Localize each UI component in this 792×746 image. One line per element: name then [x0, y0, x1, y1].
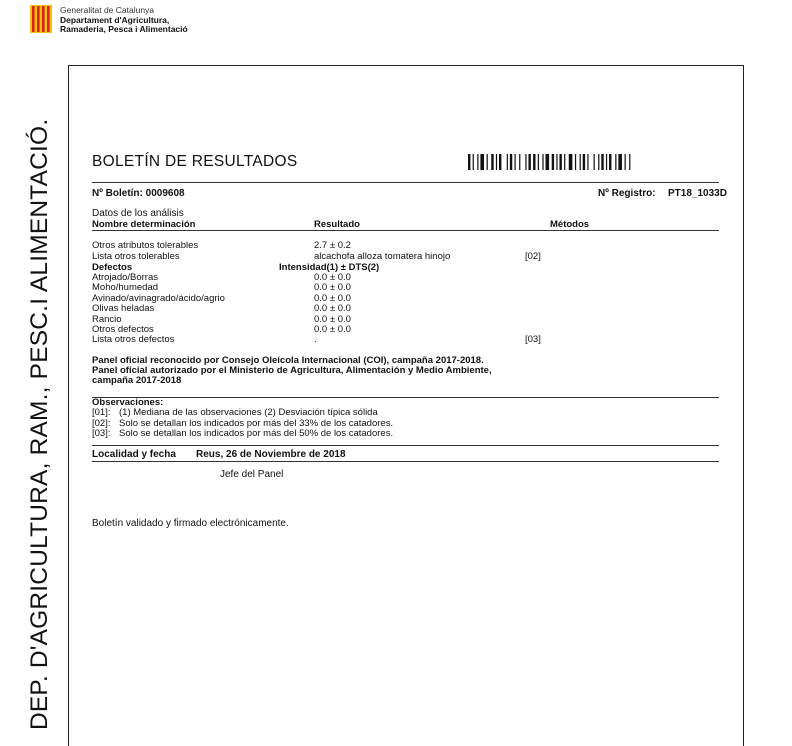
localidad-value: Reus, 26 de Noviembre de 2018 — [196, 449, 346, 460]
result-method-ref: [02] — [525, 251, 541, 262]
barcode-icon — [468, 154, 693, 170]
observaciones-label: Observaciones: — [92, 397, 164, 408]
result-value: alcachofa alloza tomatera hinojo — [314, 251, 451, 262]
header-text — [60, 6, 188, 35]
registro-label: Nº Registro: — [598, 188, 656, 199]
result-name: Otros atributos tolerables — [92, 240, 199, 251]
document-title: BOLETÍN DE RESULTADOS — [92, 153, 298, 170]
column-header-resultado: Resultado — [314, 219, 360, 230]
observacion-code: [01]: — [92, 407, 111, 418]
observacion-code: [02]: — [92, 417, 111, 429]
validado-text: Boletín validado y firmado electrónicamente. — [92, 518, 289, 529]
result-value: 2.7 ± 0.2 — [314, 240, 351, 251]
panel-line2: Panel oficial autorizado por el Ministerio de Agricultura, Alimentación y Medio Ambiente, — [92, 365, 492, 376]
jefe-del-panel: Jefe del Panel — [220, 469, 284, 480]
defect-name: Avinado/avinagrado/ácido/agrio — [92, 292, 225, 304]
panel-line3: campaña 2017-2018 — [92, 375, 182, 386]
defect-value: 0.0 ± 0.0 — [314, 303, 351, 315]
generalitat-logo-icon — [30, 5, 52, 33]
header-line1: Generalitat de Catalunya — [60, 5, 155, 15]
defect-value: 0.0 ± 0.0 — [314, 282, 351, 294]
defect-name: Moho/humedad — [92, 282, 159, 294]
header-line2: Departament d'Agricultura, — [60, 14, 170, 25]
intensidad-label: Intensidad(1) ± DTS(2) — [279, 262, 380, 273]
defect-value: 0.0 ± 0.0 — [314, 313, 351, 325]
header-line3: Ramaderia, Pesca i Alimentació — [60, 24, 188, 34]
observacion-code: [03]: — [92, 428, 111, 439]
header-divider — [92, 230, 719, 231]
localidad-label: Localidad y fecha — [92, 449, 176, 460]
defect-name: Rancio — [92, 313, 122, 325]
panel-line1: Panel oficial reconocido por Consejo Oleícola Internacional (COI), campaña 2017-2018. — [92, 355, 484, 366]
column-header-metodos: Métodos — [550, 219, 590, 230]
observacion-text: (1) Mediana de las observaciones (2) Desviación típica sólida — [119, 407, 378, 418]
observacion-text: Solo se detallan los indicados por más del 50% de los catadores. — [119, 428, 394, 439]
title-divider — [92, 182, 719, 183]
defect-name: Atrojado/Borras — [92, 272, 159, 283]
observaciones-divider — [92, 397, 719, 398]
defect-value: 0.0 ± 0.0 — [314, 272, 351, 283]
defect-method-ref: [03] — [525, 334, 541, 346]
localidad-top-divider — [92, 445, 719, 446]
defect-name: Lista otros defectos — [92, 334, 175, 346]
section-title: Datos de los análisis — [92, 208, 184, 219]
result-name: Lista otros tolerables — [92, 251, 180, 262]
defect-name: Olivas heladas — [92, 303, 155, 315]
defect-name: Otros defectos — [92, 324, 154, 335]
defectos-label: Defectos — [92, 262, 133, 273]
side-department-text: DEP. D'AGRICULTURA, RAM., PESC.I ALIMENTACIÓ. — [26, 118, 53, 730]
registro-value: PT18_1033D — [668, 188, 727, 199]
defect-value: . — [314, 334, 317, 346]
defect-value: 0.0 ± 0.0 — [314, 292, 351, 304]
observacion-text: Solo se detallan los indicados por más del 33% de los catadores. — [119, 417, 394, 429]
boletin-number: Nº Boletín: 0009608 — [92, 188, 185, 199]
defect-value: 0.0 ± 0.0 — [314, 324, 351, 335]
localidad-bottom-divider — [92, 461, 719, 462]
column-header-nombre: Nombre determinación — [92, 219, 196, 230]
